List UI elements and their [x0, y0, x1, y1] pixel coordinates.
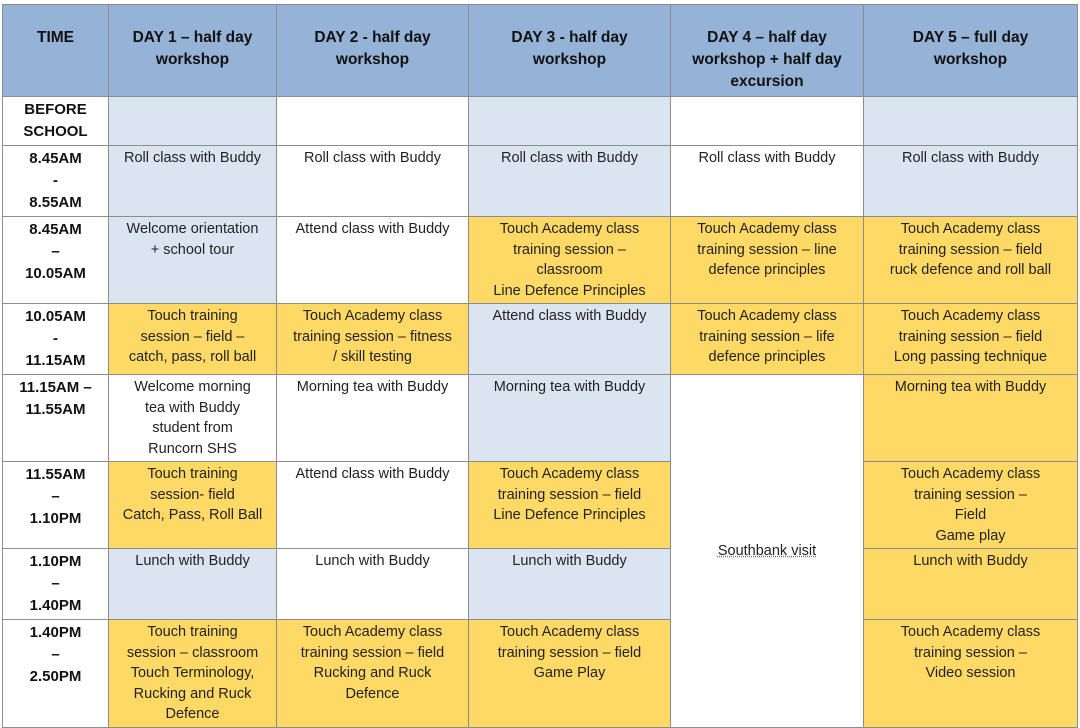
schedule-cell [109, 97, 277, 146]
time-cell: 1.40PM – 2.50PM [3, 620, 109, 728]
time-cell: 8.45AM - 8.55AM [3, 146, 109, 217]
schedule-cell: Attend class with Buddy [277, 217, 469, 304]
header-time: TIME [3, 5, 109, 97]
table-row [3, 375, 1078, 462]
header-day-2: DAY 2 - half day workshop [277, 5, 469, 97]
schedule-cell: Touch Academy class training session – Video session [864, 620, 1078, 728]
table-row [3, 146, 1078, 217]
schedule-cell: Lunch with Buddy [109, 549, 277, 620]
schedule-cell: Lunch with Buddy [864, 549, 1078, 620]
header-day-1: DAY 1 – half day workshop [109, 5, 277, 97]
schedule-cell: Lunch with Buddy [469, 549, 671, 620]
schedule-cell: Touch Academy class training session – field Line Defence Principles [469, 462, 671, 549]
table-row [3, 462, 1078, 549]
table-row [3, 217, 1078, 304]
schedule-cell: Touch Academy class training session – fitness / skill testing [277, 304, 469, 375]
schedule-cell: Welcome morning tea with Buddy student from Runcorn SHS [109, 375, 277, 462]
table-row [3, 97, 1078, 146]
schedule-cell: Welcome orientation + school tour [109, 217, 277, 304]
schedule-cell: Touch training session- field Catch, Pass, Roll Ball [109, 462, 277, 549]
schedule-cell: Roll class with Buddy [469, 146, 671, 217]
schedule-cell: Touch Academy class training session – field ruck defence and roll ball [864, 217, 1078, 304]
table-row [3, 304, 1078, 375]
header-day-3: DAY 3 - half day workshop [469, 5, 671, 97]
schedule-cell [277, 97, 469, 146]
schedule-cell [469, 97, 671, 146]
schedule-cell: Attend class with Buddy [469, 304, 671, 375]
schedule-cell: Morning tea with Buddy [469, 375, 671, 462]
time-cell: 11.55AM – 1.10PM [3, 462, 109, 549]
time-cell: BEFORE SCHOOL [3, 97, 109, 146]
schedule-cell: Morning tea with Buddy [277, 375, 469, 462]
time-cell: 11.15AM – 11.55AM [3, 375, 109, 462]
schedule-cell: Attend class with Buddy [277, 462, 469, 549]
schedule-cell: Touch Academy class training session – Field Game play [864, 462, 1078, 549]
schedule-cell: Touch Academy class training session – field Rucking and Ruck Defence [277, 620, 469, 728]
schedule-cell: Roll class with Buddy [277, 146, 469, 217]
header-day-5: DAY 5 – full day workshop [864, 5, 1078, 97]
time-cell: 1.10PM – 1.40PM [3, 549, 109, 620]
time-cell: 8.45AM – 10.05AM [3, 217, 109, 304]
schedule-cell [671, 97, 864, 146]
schedule-cell: Touch Academy class training session – field Game Play [469, 620, 671, 728]
schedule-cell: Touch Academy class training session – life defence principles [671, 304, 864, 375]
schedule-cell: Roll class with Buddy [864, 146, 1078, 217]
schedule-cell: Touch Academy class training session – classroom Line Defence Principles [469, 217, 671, 304]
schedule-table [2, 4, 1078, 728]
header-row [3, 5, 1078, 97]
schedule-cell [864, 97, 1078, 146]
southbank-visit-cell: Southbank visit [671, 375, 864, 728]
schedule-cell: Morning tea with Buddy [864, 375, 1078, 462]
schedule-cell: Touch Academy class training session – field Long passing technique [864, 304, 1078, 375]
table-row [3, 549, 1078, 620]
schedule-cell: Touch training session – field – catch, pass, roll ball [109, 304, 277, 375]
header-day-4: DAY 4 – half day workshop + half day excursion [671, 5, 864, 97]
schedule-cell: Roll class with Buddy [109, 146, 277, 217]
schedule-cell: Touch training session – classroom Touch Terminology, Rucking and Ruck Defence [109, 620, 277, 728]
schedule-cell: Roll class with Buddy [671, 146, 864, 217]
time-cell: 10.05AM - 11.15AM [3, 304, 109, 375]
schedule-cell: Lunch with Buddy [277, 549, 469, 620]
schedule-cell: Touch Academy class training session – line defence principles [671, 217, 864, 304]
table-row [3, 620, 1078, 728]
